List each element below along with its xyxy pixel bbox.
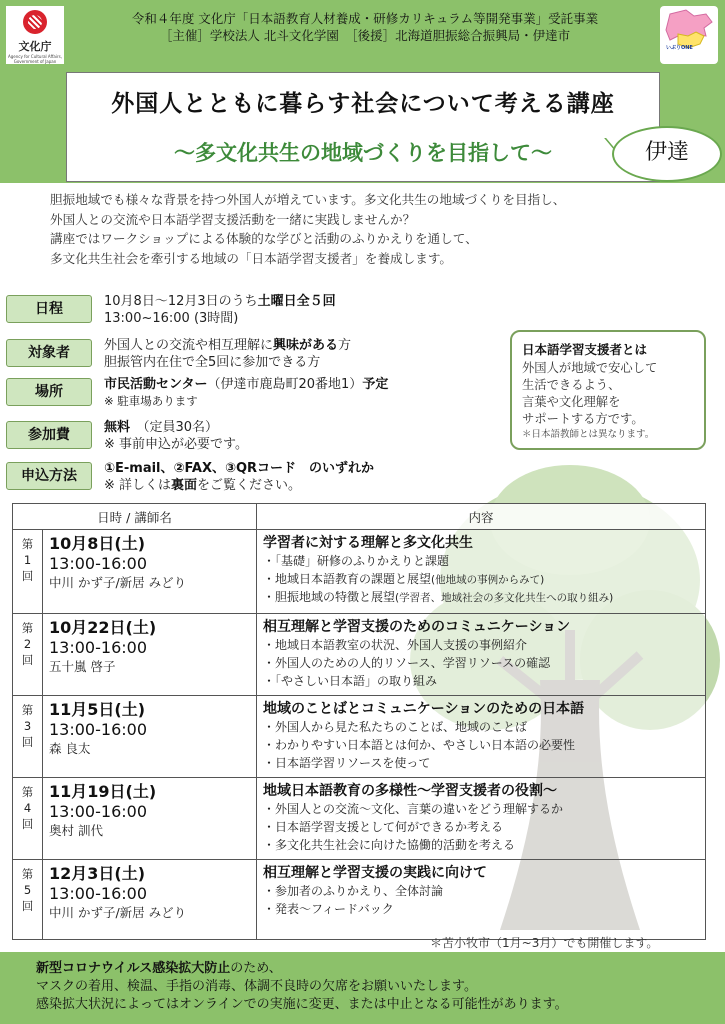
place-tentative: 予定: [362, 377, 389, 392]
session-item: [263, 655, 699, 673]
session-item-note: (学習者、地域社会の多文化共生への取り組み): [395, 592, 614, 604]
logo-subtext: Agency for Cultural Affairs, Government of Japan: [8, 54, 62, 64]
main-title: 外国人とともに暮らす社会について考える講座: [111, 91, 615, 117]
apply-note-pre: ※ 詳しくは: [104, 478, 172, 493]
session-item-text: ・地域日本語教室の状況、外国人支援の事例紹介: [263, 638, 528, 652]
session-item-text: ・発表～フィードバック: [263, 902, 394, 916]
intro-line: 胆振地域でも様々な背景を持つ外国人が増えています。多文化共生の地域づくりを目指し、: [50, 192, 566, 207]
schedule-value: [104, 293, 484, 327]
session-content: [257, 696, 706, 778]
col-content-header: 内容: [257, 504, 706, 530]
session-number: [13, 614, 43, 696]
header-text: [80, 10, 650, 44]
session-number-char: 回: [21, 735, 34, 749]
place-note: ※ 駐車場あります: [104, 394, 198, 408]
apply-note-post: をご覧ください。: [197, 478, 302, 493]
map-label: いぶりONE: [666, 45, 693, 51]
panel-note: ＊日本語教師とは異なります。: [522, 429, 655, 440]
session-number-char: 第: [21, 537, 34, 551]
session-lecturer: 奥村 訓代: [49, 823, 103, 838]
session-number-char: 回: [21, 899, 34, 913]
session-lecturer: 中川 かず子/新居 みどり: [49, 905, 187, 920]
target-line-2: 胆振管内在住で全5回に参加できる方: [104, 355, 321, 370]
session-number-char: 回: [21, 817, 34, 831]
session-item: [263, 837, 699, 855]
session-item: [263, 719, 699, 737]
session-title: 地域のことばとコミュニケーションのための日本語: [263, 701, 585, 717]
session-item-text: ・胆振地域の特徴と展望: [263, 590, 396, 604]
apply-value: [104, 460, 484, 494]
footnote: ＊苫小牧市（1月~3月）でも開催します。: [430, 936, 659, 950]
session-date: 10月8日(土): [49, 534, 146, 553]
session-number: [13, 530, 43, 614]
session-number-char: 1: [23, 553, 32, 567]
session-item-text: ・わかりやすい日本語とは何か、やさしい日本語の必要性: [263, 738, 576, 752]
session-time: 13:00-16:00: [49, 554, 147, 573]
session-row: [13, 530, 706, 614]
session-date: 10月22日(土): [49, 618, 157, 637]
session-number-char: 2: [23, 637, 32, 651]
session-item-text: ・参加者のふりかえり、全体討論: [263, 884, 444, 898]
session-item: [263, 901, 699, 919]
fee-note: ※ 事前申込が必要です。: [104, 437, 248, 452]
fee-label: 参加費: [6, 421, 92, 449]
apply-note-bold: 裏面: [171, 478, 198, 493]
session-number-char: 第: [21, 785, 34, 799]
place-label: 場所: [6, 378, 92, 406]
session-title: 相互理解と学習支援のためのコミュニケーション: [263, 619, 571, 635]
session-content: [257, 860, 706, 940]
session-item: [263, 819, 699, 837]
session-number-char: 3: [23, 719, 32, 733]
target-label: 対象者: [6, 339, 92, 367]
intro-line: 多文化共生社会を牽引する地域の「日本語学習支援者」を養成します。: [50, 250, 452, 266]
session-number-char: 4: [23, 801, 32, 815]
session-row: [13, 778, 706, 860]
target-bold: 興味がある: [273, 338, 339, 353]
panel-line: 外国人が地域で安心して: [522, 361, 658, 375]
col-date-header: 日時 / 講師名: [13, 504, 257, 530]
footer-band: [0, 952, 725, 1024]
session-item: [263, 883, 699, 901]
session-item-note: (他地域の事例からみて): [431, 574, 545, 586]
place-address: （伊達市鹿島町20番地1）: [207, 377, 363, 392]
session-item-text: ・「基礎」研修のふりかえりと課題: [263, 554, 450, 568]
target-pre: 外国人との交流や相互理解に: [104, 338, 274, 353]
footer-bold: 新型コロナウイルス感染拡大防止: [36, 961, 231, 976]
session-item-text: ・日本語学習リソースを使って: [263, 756, 431, 770]
session-item: [263, 737, 699, 755]
session-item-text: ・多文化共生社会に向けた協働的活動を考える: [263, 838, 516, 852]
session-item: [263, 571, 699, 589]
target-value: [104, 337, 484, 371]
footer-line-3: 感染拡大状況によってはオンラインでの実施に変更、または中止となる可能性があります。: [36, 997, 568, 1012]
session-item: [263, 589, 699, 607]
apply-label: 申込方法: [6, 462, 92, 490]
schedule-table: [12, 503, 706, 940]
schedule-time: 13:00~16:00 (3時間): [104, 311, 239, 326]
session-number-char: 回: [21, 653, 34, 667]
session-number: [13, 778, 43, 860]
session-title: 学習者に対する理解と多文化共生: [263, 535, 473, 551]
title-box: [66, 72, 660, 182]
intro-line: 講座ではワークショップによる体験的な学びと活動のふりかえりを通して、: [50, 231, 478, 246]
session-content: [257, 530, 706, 614]
header-line-2: ［主催］学校法人 北斗文化学園 ［後援］北海道胆振総合振興局・伊達市: [159, 28, 571, 43]
session-item-text: ・日本語学習支援として何ができるか考える: [263, 820, 504, 834]
session-item: [263, 637, 699, 655]
session-number: [13, 860, 43, 940]
footer-line-1-post: のため、: [230, 961, 282, 976]
session-content: [257, 778, 706, 860]
session-item: [263, 553, 699, 571]
session-datetime: [43, 696, 257, 778]
intro-line: 外国人との交流や日本語学習支援活動を一緒に実践しませんか？: [50, 211, 416, 227]
session-time: 13:00-16:00: [49, 802, 147, 821]
panel-title: 日本語学習支援者とは: [522, 342, 648, 357]
session-row: [13, 614, 706, 696]
place-value: [104, 376, 484, 410]
session-item: [263, 673, 699, 691]
schedule-days: 土曜日全５回: [257, 294, 336, 309]
panel-line: 言葉や文化理解を: [522, 395, 621, 409]
fee-free: 無料: [104, 420, 131, 435]
place-name: 市民活動センター: [104, 377, 208, 392]
session-item: [263, 755, 699, 773]
target-post: 方: [338, 338, 352, 353]
session-lecturer: 森 良太: [49, 741, 91, 756]
session-date: 11月19日(土): [49, 782, 157, 801]
session-date: 11月5日(土): [49, 700, 146, 719]
session-item-text: ・外国人のための人的リソース、学習リソースの確認: [263, 656, 551, 670]
session-datetime: [43, 614, 257, 696]
header-line-1: 令和４年度 文化庁「日本語教育人材養成・研修カリキュラム等開発事業」受託事業: [131, 11, 599, 26]
session-time: 13:00-16:00: [49, 638, 147, 657]
intro-text: [50, 190, 710, 268]
session-number-char: 第: [21, 621, 34, 635]
session-date: 12月3日(土): [49, 864, 146, 883]
supporter-panel: [510, 330, 706, 450]
apply-methods: ①E-mail、②FAX、③QRコード のいずれか: [104, 461, 375, 476]
session-item-text: ・外国人から見た私たちのことば、地域のことば: [263, 720, 528, 734]
logo-text: 文化庁: [18, 40, 52, 53]
session-item: [263, 801, 699, 819]
city-bubble: 伊達: [612, 126, 722, 182]
session-number-char: 5: [23, 883, 32, 897]
session-row: [13, 696, 706, 778]
session-content: [257, 614, 706, 696]
session-datetime: [43, 860, 257, 940]
fee-value: [104, 419, 484, 453]
session-lecturer: 五十嵐 啓子: [49, 659, 116, 674]
footer-line-2: マスクの着用、検温、手指の消毒、体調不良時の欠席をお願いいたします。: [36, 979, 477, 994]
session-time: 13:00-16:00: [49, 884, 147, 903]
schedule-label: 日程: [6, 295, 92, 323]
session-title: 地域日本語教育の多様性～学習支援者の役割～: [263, 783, 557, 799]
session-time: 13:00-16:00: [49, 720, 147, 739]
schedule-range: 10月8日～12月3日のうち: [104, 294, 258, 309]
session-item-text: ・地域日本語教育の課題と展望: [263, 572, 432, 586]
hokkaido-map-icon: [660, 6, 718, 64]
footer-line-1: [36, 960, 282, 977]
session-number-char: 第: [21, 867, 34, 881]
panel-line: サポートする方です。: [522, 412, 644, 426]
bunkacho-logo: [6, 6, 64, 64]
session-title: 相互理解と学習支援の実践に向けて: [263, 865, 487, 881]
session-number: [13, 696, 43, 778]
session-number-char: 第: [21, 703, 34, 717]
session-datetime: [43, 778, 257, 860]
session-row: [13, 860, 706, 940]
logo-mark-icon: [23, 10, 47, 34]
session-item-text: ・「やさしい日本語」の取り組み: [263, 674, 438, 688]
session-item-text: ・外国人との交流～文化、言葉の違いをどう理解するか: [263, 802, 564, 816]
fee-capacity: （定員30名）: [130, 420, 219, 435]
session-datetime: [43, 530, 257, 614]
iburi-map-logo: [660, 6, 718, 64]
session-lecturer: 中川 かず子/新居 みどり: [49, 575, 187, 590]
subtitle: ～多文化共生の地域づくりを目指して～: [174, 141, 552, 165]
schedule-body: [13, 530, 706, 940]
session-number-char: 回: [21, 569, 34, 583]
panel-line: 生活できるよう、: [522, 378, 621, 392]
schedule-header-row: [13, 504, 706, 530]
